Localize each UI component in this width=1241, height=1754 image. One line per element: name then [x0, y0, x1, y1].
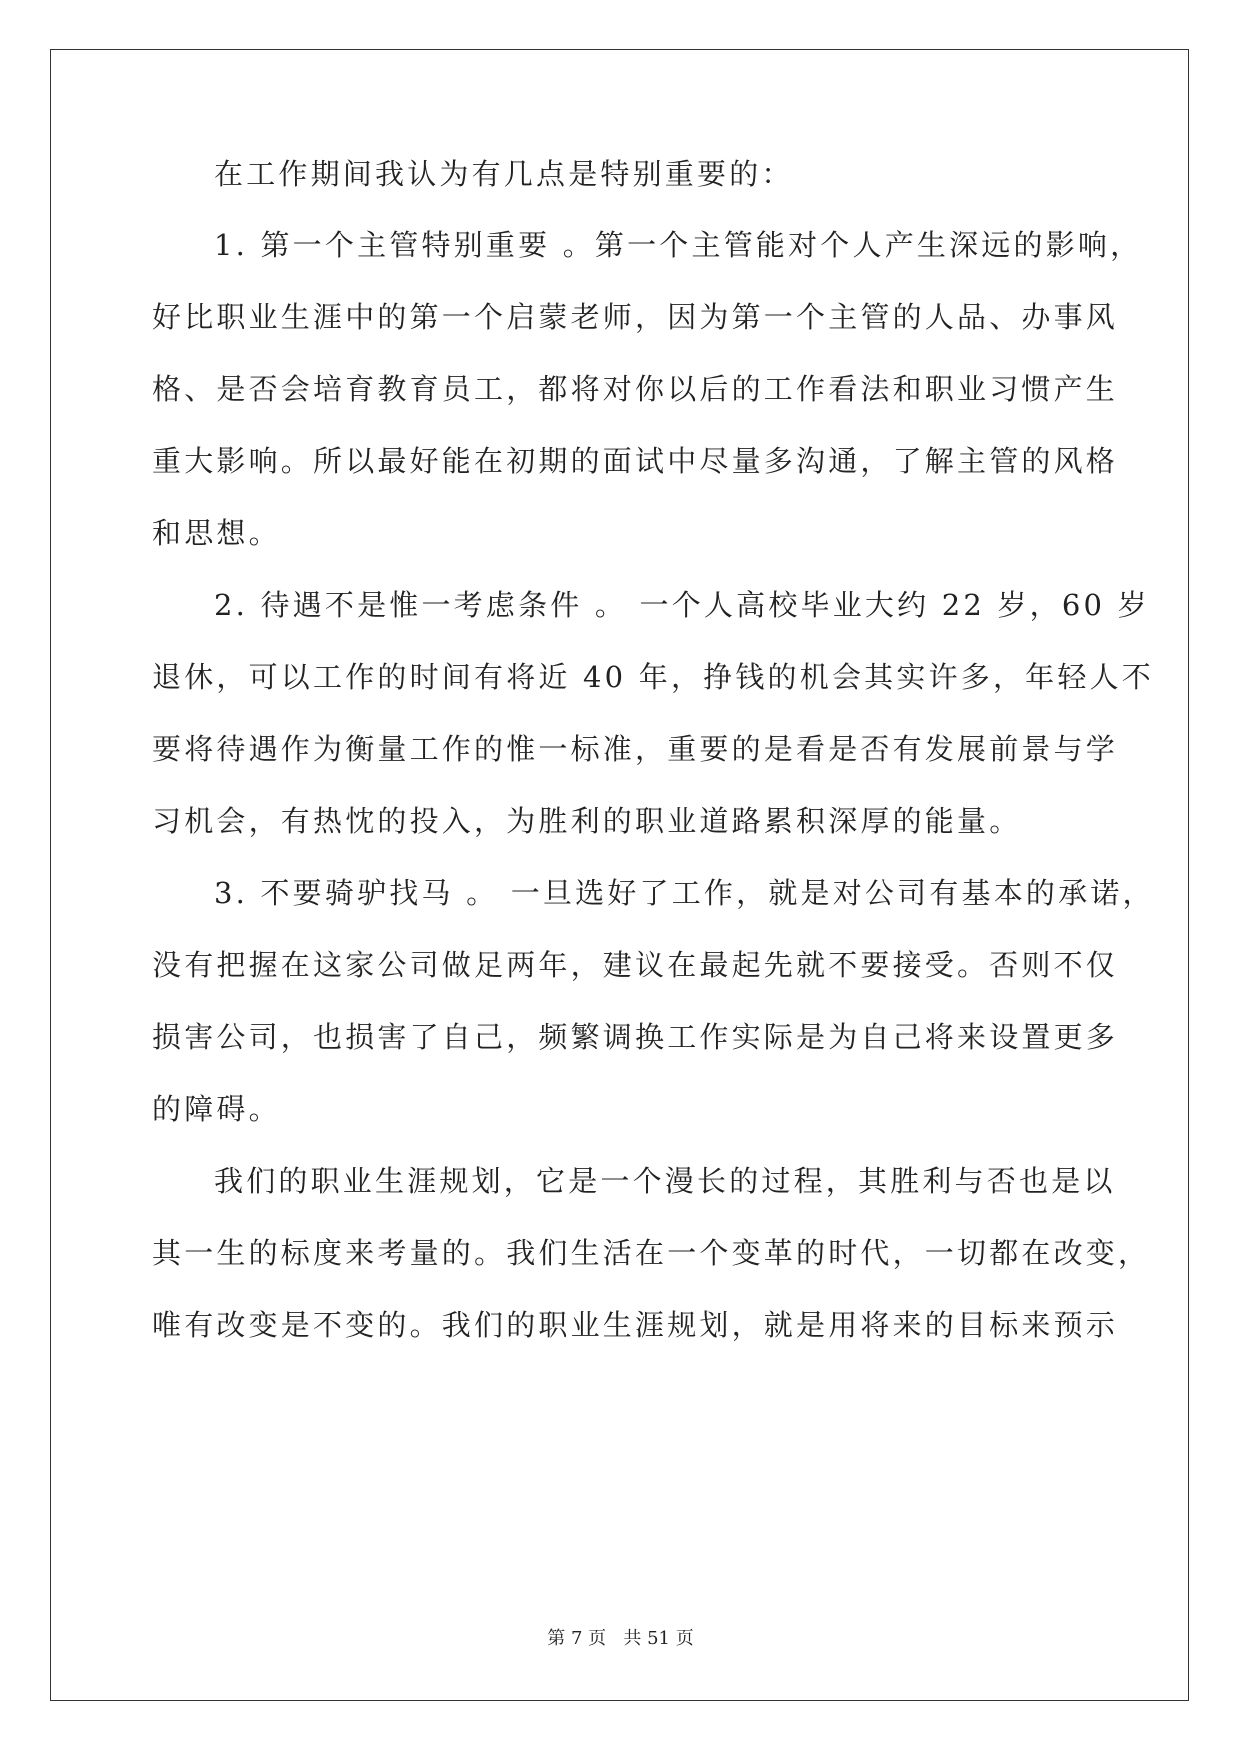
text-line: 2. 待遇不是惟一考虑条件 。 一个人高校毕业大约 22 岁，60 岁: [214, 588, 1150, 622]
text-line: 的障碍。: [152, 1092, 281, 1126]
text-line: 习机会，有热忱的投入，为胜利的职业道路累积深厚的能量。: [152, 804, 1022, 838]
text-line: 在工作期间我认为有几点是特别重要的：: [214, 157, 794, 191]
page-number-footer: 第 7 页 共 51 页: [547, 1628, 694, 1649]
text-line: 重大影响。所以最好能在初期的面试中尽量多沟通，了解主管的风格: [152, 444, 1119, 478]
text-line: 没有把握在这家公司做足两年，建议在最起先就不要接受。否则不仅: [152, 948, 1119, 982]
text-line: 损害公司，也损害了自己，频繁调换工作实际是为自己将来设置更多: [152, 1020, 1119, 1054]
text-line: 格、是否会培育教育员工，都将对你以后的工作看法和职业习惯产生: [152, 372, 1119, 406]
text-line: 我们的职业生涯规划，它是一个漫长的过程，其胜利与否也是以: [214, 1164, 1116, 1198]
text-line: 好比职业生涯中的第一个启蒙老师，因为第一个主管的人品、办事风: [152, 300, 1119, 334]
text-line: 其一生的标度来考量的。我们生活在一个变革的时代，一切都在改变，: [152, 1236, 1151, 1270]
text-line: 要将待遇作为衡量工作的惟一标准，重要的是看是否有发展前景与学: [152, 732, 1119, 766]
text-line: 和思想。: [152, 516, 281, 550]
text-line: 1. 第一个主管特别重要 。第一个主管能对个人产生深远的影响，: [214, 228, 1143, 262]
text-line: 3. 不要骑驴找马 。 一旦选好了工作，就是对公司有基本的承诺，: [214, 876, 1155, 910]
text-line: 唯有改变是不变的。我们的职业生涯规划，就是用将来的目标来预示: [152, 1308, 1119, 1342]
text-line: 退休，可以工作的时间有将近 40 年，挣钱的机会其实许多，年轻人不: [152, 660, 1154, 694]
